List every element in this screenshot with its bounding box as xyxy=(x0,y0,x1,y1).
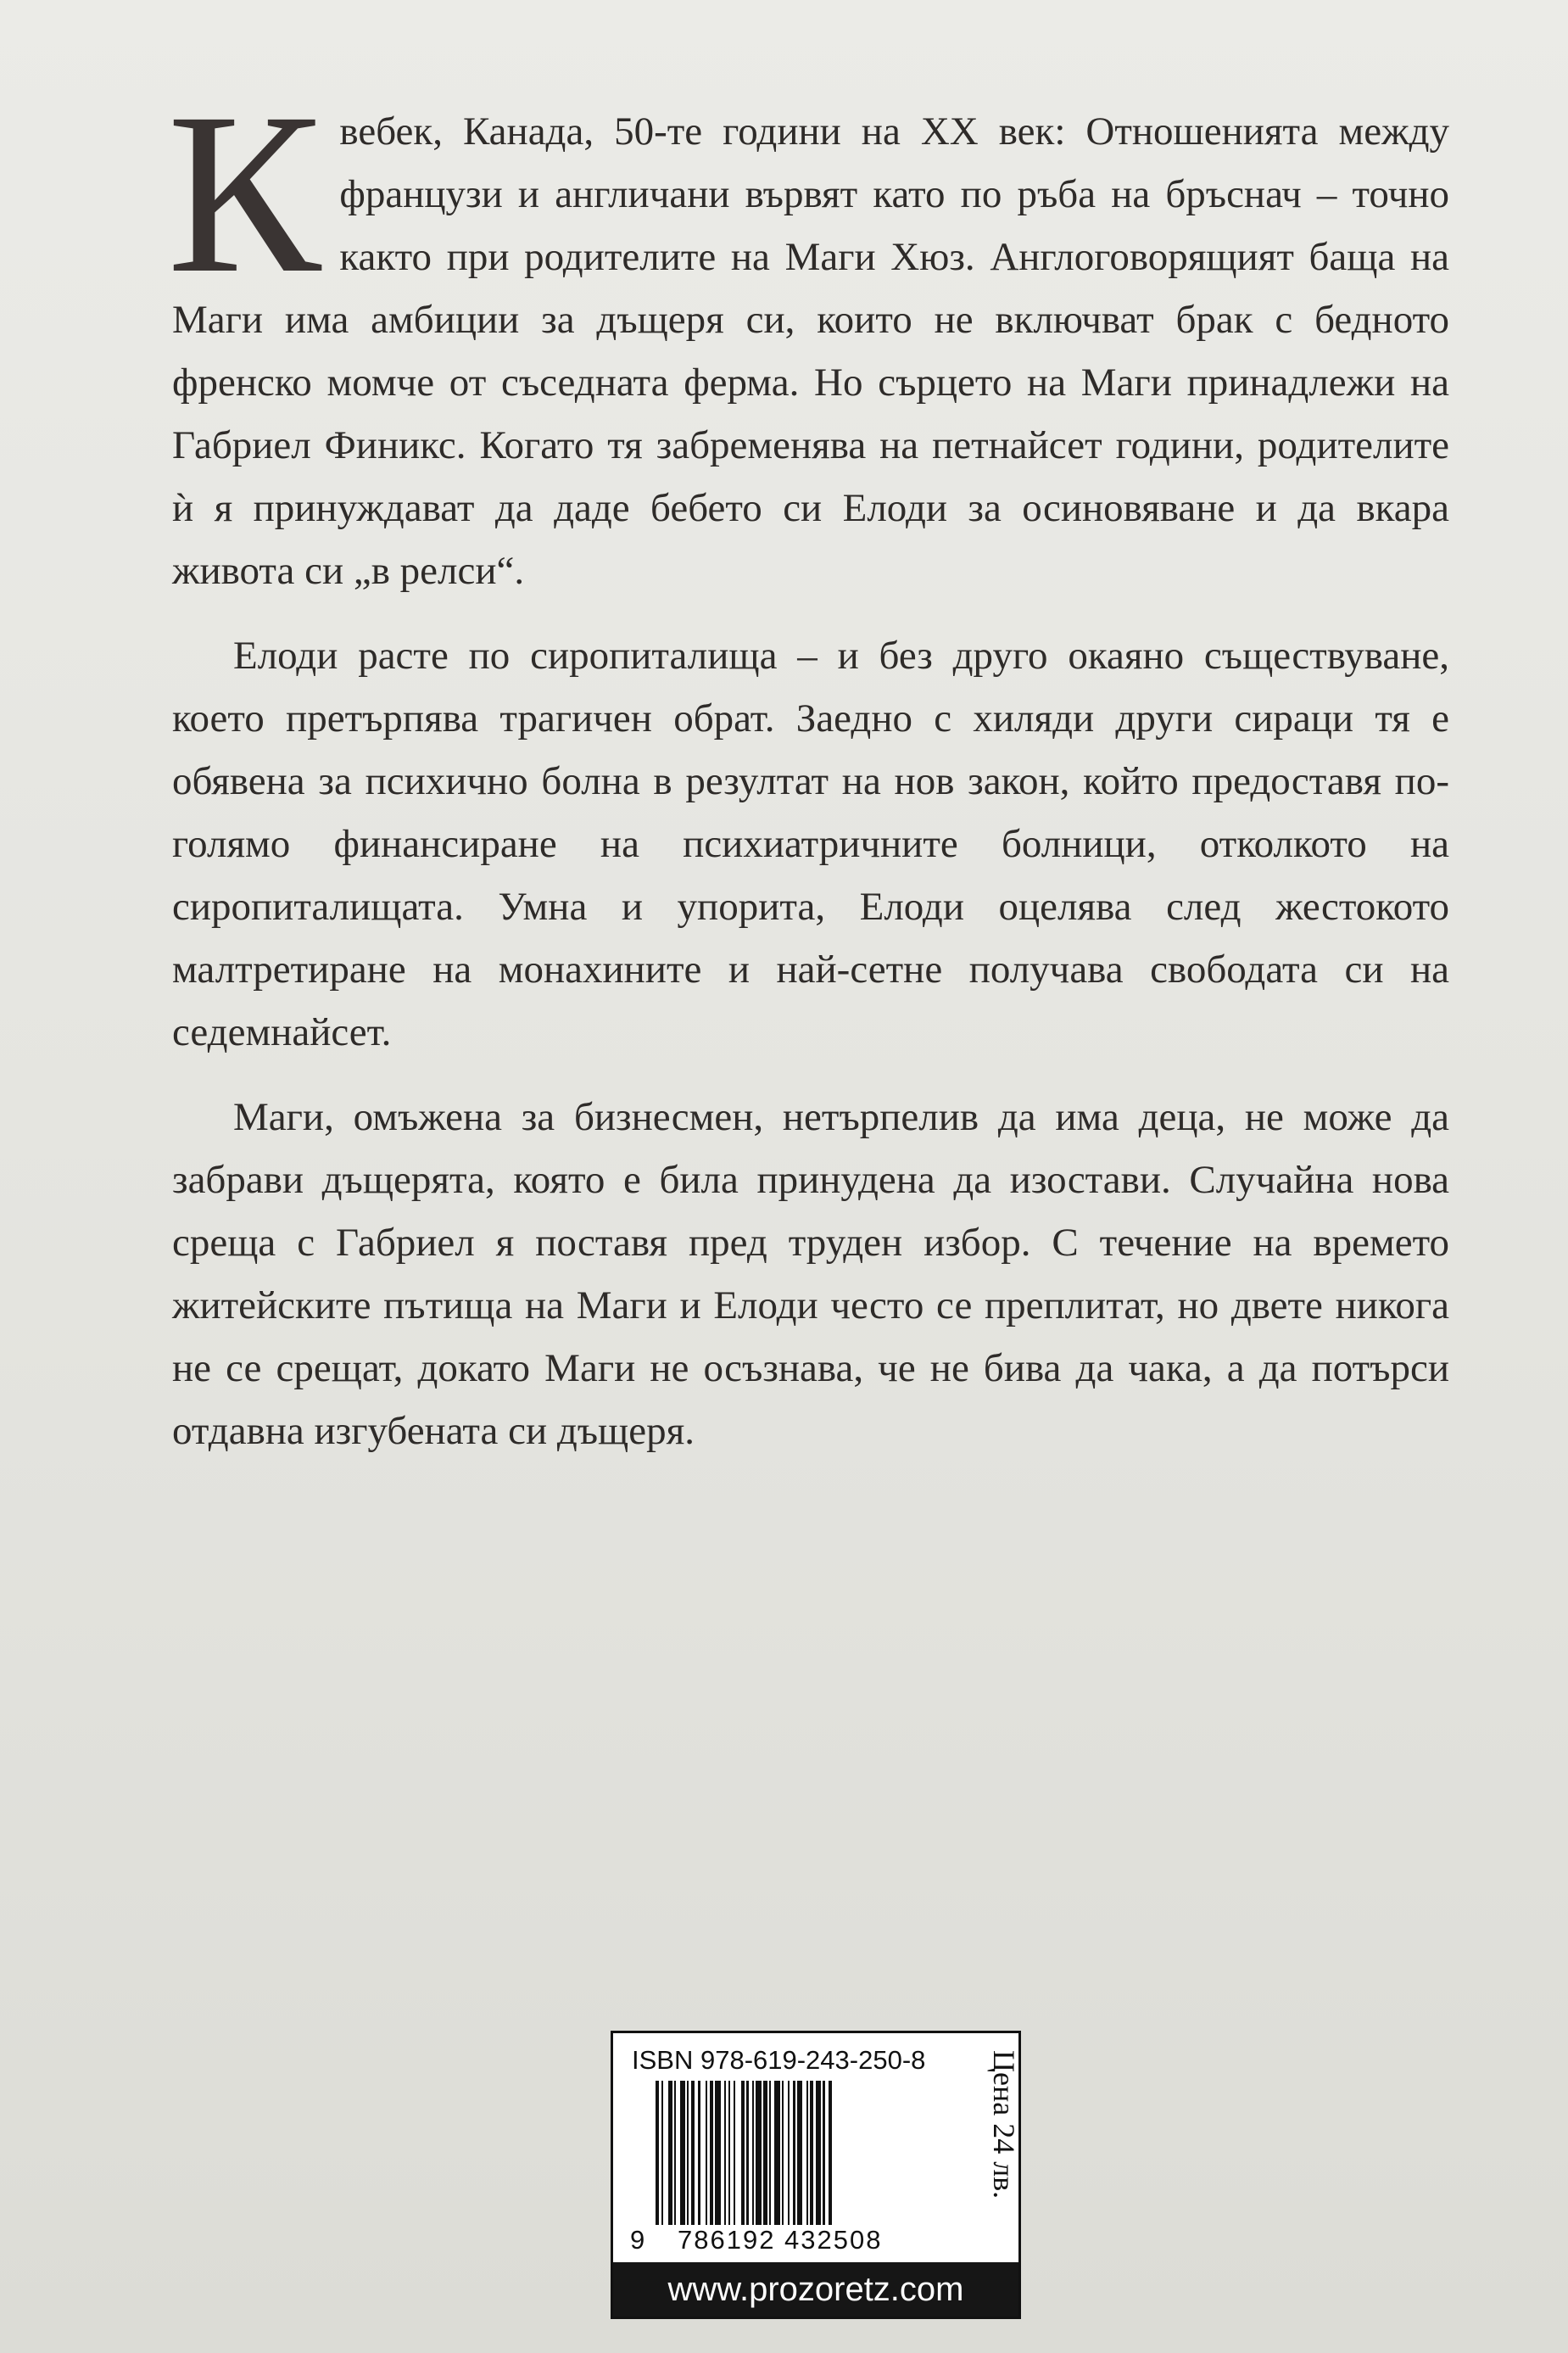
paragraph-1-text: вебек, Канада, 50-те години на XX век: Отношенията между французи и англичани вървят като по ръба на бръснач – точно както при родителите на Маги Хюз. Англоговорящият баща на Маги има амбиции за дъщеря си, които не включват брак с бедното френско момче от съседната ферма. Но сърцето на Маги принадлежи на Габриел Финикс. Когато тя забременява на петнайсет години, родителите ѝ я принуждават да даде бебето си Елоди за осиновяване и да вкара живота си „в релси“. xyxy=(172,109,1449,593)
barcode-digits: 786192 432508 xyxy=(678,2225,883,2255)
barcode-bar xyxy=(663,2081,669,2225)
drop-cap: К xyxy=(167,65,321,321)
barcode-bar xyxy=(832,2081,834,2225)
paragraph-3: Маги, омъжена за бизнесмен, нетърпелив да има деца, не може да забрави дъщерята, която е била принудена да изостави. Случайна нова среща с Габриел я поставя пред труден избор. С течение на времето житейските пътища на Маги и Елоди често се преплитат, но двете никога не се срещат, докато Маги не осъзнава, че не бива да чака, а да потърси отдавна изгубената си дъщеря. xyxy=(172,1095,1449,1453)
paragraph-1 xyxy=(167,65,1449,602)
blurb-text xyxy=(167,65,1449,1484)
barcode-bar xyxy=(680,2081,686,2225)
barcode-bars xyxy=(656,2081,944,2225)
paragraph-2: Елоди расте по сиропиталища – и без друго окаяно съществуване, което претърпява трагичен обрат. Заедно с хиляди други сираци тя е обявена за психично болна в резултат на нов закон, който предоставя по-голямо финансиране на психиатричните болници, отколкото на сиропиталищата. Умна и упорита, Елоди оцелява след жестокото малтретиране на монахините и най-сетне получава свободата си на седемнайсет. xyxy=(172,634,1449,1054)
isbn-number: ISBN 978-619-243-250-8 xyxy=(632,2045,926,2075)
barcode-bar xyxy=(700,2081,706,2225)
barcode-bar xyxy=(756,2081,762,2225)
barcode-lead-digit: 9 xyxy=(630,2225,645,2255)
barcode-bar xyxy=(797,2081,803,2225)
barcode-label xyxy=(611,2031,1021,2319)
barcode-bar xyxy=(774,2081,780,2225)
price-label: Цена 24 лв. xyxy=(987,2050,1021,2199)
barcode-bar xyxy=(816,2081,822,2225)
publisher-website: www.prozoretz.com xyxy=(613,2262,1018,2317)
barcode-bar xyxy=(715,2081,721,2225)
barcode-bar xyxy=(735,2081,741,2225)
